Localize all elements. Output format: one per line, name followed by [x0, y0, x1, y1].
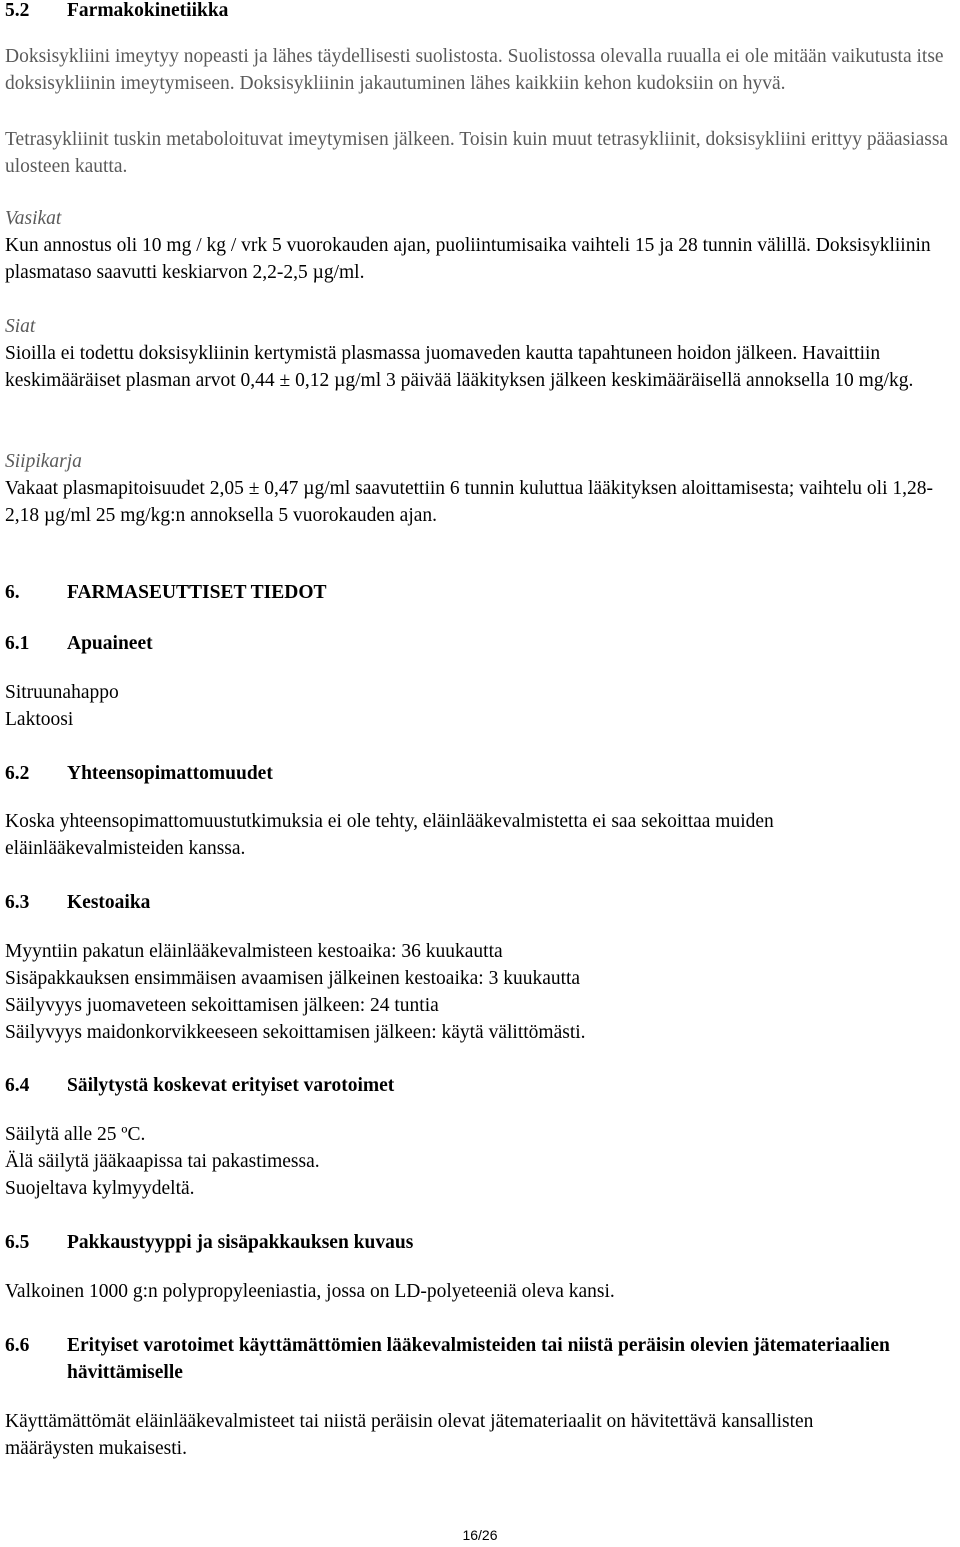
page-number: 16/26 [462, 1527, 498, 1543]
list-item: Sitruunahappo [5, 682, 119, 703]
subheading-siat: Siat [5, 316, 36, 337]
section-title: Pakkaustyyppi ja sisäpakkauksen kuvaus [67, 1232, 414, 1253]
section-heading-6 [5, 579, 327, 606]
section-title: Yhteensopimattomuudet [67, 763, 273, 784]
section-heading-6-4 [5, 1072, 394, 1099]
section-title: Apuaineet [67, 633, 153, 654]
paragraph-packaging: Valkoinen 1000 g:n polypropyleeniastia, jossa on LD-polyeteeniä oleva kansi. [5, 1281, 615, 1302]
paragraph-absorption: Doksisykliini imeytyy nopeasti ja lähes täydellisesti suolistosta. Suolistossa olevalla ruualla ei ole mitään vaikutusta itse doksisykliinin imeytymiseen. Doksisykliinin jakautuminen lähes kaikkiin kehon kudoksiin on hyvä. [5, 46, 944, 94]
paragraph-incompatibilities: Koska yhteensopimattomuustutkimuksia ei ole tehty, eläinlääkevalmistetta ei saa sekoittaa muiden eläinlääkevalmisteiden kanssa. [5, 811, 774, 859]
section-title: Kestoaika [67, 892, 151, 913]
list-item: Sisäpakkauksen ensimmäisen avaamisen jälkeinen kestoaika: 3 kuukautta [5, 968, 581, 989]
list-item: Älä säilytä jääkaapissa tai pakastimessa. [5, 1151, 320, 1172]
shelf-life-list [5, 938, 586, 1046]
section-title: Farmakokinetiikka [67, 0, 229, 21]
list-item: Säilytä alle 25 ºC. [5, 1124, 146, 1145]
subheading-vasikat: Vasikat [5, 208, 62, 229]
section-number: 5.2 [5, 0, 30, 21]
section-title: FARMASEUTTISET TIEDOT [67, 582, 327, 603]
list-item: Laktoosi [5, 709, 74, 730]
section-number: 6.6 [5, 1335, 30, 1356]
section-heading-6-1 [5, 630, 153, 657]
section-heading-6-3 [5, 889, 150, 916]
section-title: Erityiset varotoimet käyttämättömien lääkevalmisteiden tai niistä peräisin olevien jätemateriaalien hävittämiselle [67, 1335, 890, 1383]
list-item: Myyntiin pakatun eläinlääkevalmisteen kestoaika: 36 kuukautta [5, 941, 503, 962]
paragraph-siat: Sioilla ei todettu doksisykliinin kertymistä plasmassa juomaveden kautta tapahtuneen hoidon jälkeen. Havaittiin keskimääräiset plasman arvot 0,44 ± 0,12 µg/ml 3 päivää lääkityksen jälkeen keskimääräisellä annoksella 10 mg/kg. [5, 343, 914, 391]
subheading-siipikarja: Siipikarja [5, 451, 82, 472]
section-number: 6.1 [5, 633, 30, 654]
list-item: Säilyvyys juomaveteen sekoittamisen jälkeen: 24 tuntia [5, 995, 439, 1016]
section-number: 6.2 [5, 763, 30, 784]
section-number: 6. [5, 582, 20, 603]
excipient-list [5, 679, 119, 733]
section-title: Säilytystä koskevat erityiset varotoimet [67, 1075, 395, 1096]
paragraph-metabolism: Tetrasykliinit tuskin metaboloituvat imeytymisen jälkeen. Toisin kuin muut tetrasykliinit, doksisykliini erittyy pääasiassa ulosteen kautta. [5, 129, 949, 177]
list-item: Suojeltava kylmyydeltä. [5, 1178, 195, 1199]
paragraph-vasikat: Kun annostus oli 10 mg / kg / vrk 5 vuorokauden ajan, puoliintumisaika vaihteli 15 ja 28 tunnin välillä. Doksisykliinin plasmataso saavutti keskiarvon 2,2-2,5 µg/ml. [5, 235, 931, 283]
section-heading-6-6 [5, 1332, 905, 1386]
storage-list [5, 1121, 320, 1202]
section-heading-5-2 [5, 0, 228, 24]
section-heading-6-5 [5, 1229, 413, 1256]
list-item: Säilyvyys maidonkorvikkeeseen sekoittamisen jälkeen: käytä välittömästi. [5, 1022, 586, 1043]
section-number: 6.4 [5, 1075, 30, 1096]
section-heading-6-2 [5, 760, 273, 787]
section-number: 6.3 [5, 892, 30, 913]
section-number: 6.5 [5, 1232, 30, 1253]
paragraph-siipikarja: Vakaat plasmapitoisuudet 2,05 ± 0,47 µg/ml saavutettiin 6 tunnin kuluttua lääkityksen aloittamisesta; vaihtelu oli 1,28-2,18 µg/ml 25 mg/kg:n annoksella 5 vuorokauden ajan. [5, 478, 933, 526]
paragraph-disposal: Käyttämättömät eläinlääkevalmisteet tai niistä peräisin olevat jätemateriaalit on hävitettävä kansallisten määräysten mukaisesti. [5, 1411, 814, 1459]
